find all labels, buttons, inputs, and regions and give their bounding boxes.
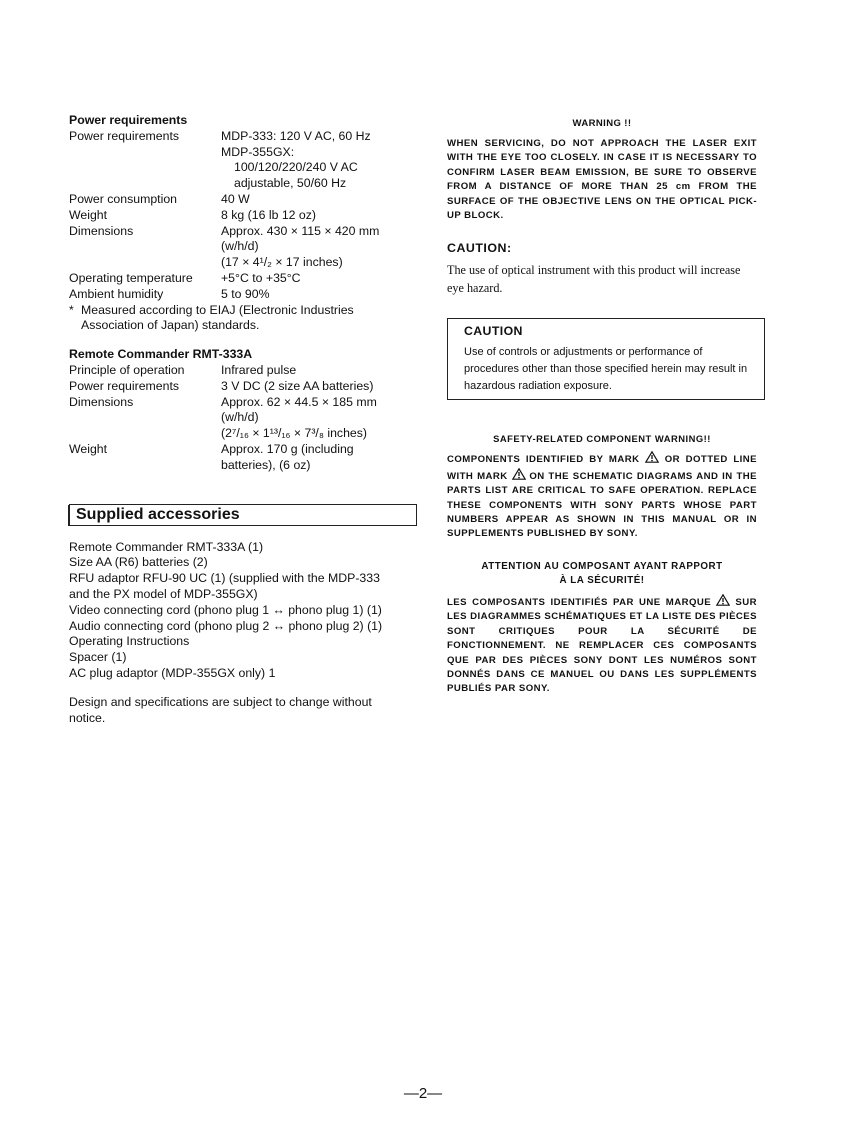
spec-value-line: (2⁷/₁₆ × 1¹³/₁₆ × 7³/₈ inches) [221,426,367,441]
caution-heading: CAUTION: [447,241,512,256]
power-consumption-row [69,192,419,208]
spec-value [221,224,419,271]
warnings-column [447,118,757,697]
list-item: Spacer (1) [69,650,127,665]
spec-label: Power requirements [69,128,180,143]
spec-value-line: 100/120/220/240 V AC [234,160,358,175]
safety-text-3: ON THE SCHEMATIC DIAGRAMS AND IN THE PARTS LIST ARE CRITICAL TO SAFE OPERATION. REPLACE THESE COMPONENTS WITH SONY PARTS WHOSE PART NUMBERS APPEAR AS SHOWN IN THIS MANUAL OR IN SUPPLEMENTS PUBLISHED BY SONY. [447,470,757,540]
dimensions-row [69,224,419,271]
attention-text-1: LES COMPOSANTS IDENTIFIÉS PAR UNE MARQUE [447,596,712,608]
disclaimer-line: Design and specifications are subject to change without [69,694,372,709]
power-heading: Power requirements [69,113,188,127]
spec-value-line: adjustable, 50/60 Hz [234,176,347,191]
footnote-text [81,303,354,335]
accessories-title-box [69,504,417,526]
remote-weight-row [69,442,419,474]
spec-value-line: Approx. 430 × 115 × 420 mm [221,223,380,238]
safety-warning-title: SAFETY-RELATED COMPONENT WARNING!! [493,433,711,445]
spec-value [221,395,419,442]
spec-label: Dimensions [69,394,134,409]
safety-text-2: OR DOTTED LINE WITH MARK [447,454,757,482]
list-item: Audio connecting cord (phono plug 2 ↔ phono plug 2) (1) [69,618,383,633]
spec-value-line: (17 × 4¹/₂ × 17 inches) [221,255,343,270]
weight-row [69,208,419,224]
footnote-line: Measured according to EIAJ (Electronic Industries [81,302,354,317]
spec-value-line: batteries), (6 oz) [221,457,311,472]
spec-value-line: MDP-333: 120 V AC, 60 Hz [221,128,371,143]
list-item: Operating Instructions [69,634,190,649]
attention-title [447,560,757,588]
specifications-column [69,113,419,726]
list-item: RFU adaptor RFU-90 UC (1) (supplied with the MDP-333 [69,571,380,586]
attention-title-line: À LA SÉCURITÉ! [559,574,645,586]
operating-temperature-row [69,271,419,287]
list-item: Size AA (R6) batteries (2) [69,555,208,570]
remote-power-row [69,379,419,395]
spec-label: Ambient humidity [69,286,164,301]
caution-triangle-icon [716,594,730,606]
spec-value: +5°C to +35°C [221,270,301,285]
disclaimer [69,695,419,727]
safety-text-1: COMPONENTS IDENTIFIED BY MARK [447,454,640,466]
caution-box-text: Use of controls or adjustments or performance of procedures other than those specified herein may result in hazardous radiation exposure. [464,346,748,393]
caution-triangle-icon [512,468,526,480]
spec-value: 3 V DC (2 size AA batteries) [221,378,374,393]
accessories-list [69,540,419,682]
spec-value-line: MDP-355GX: [221,144,295,159]
spec-value-line: Approx. 62 × 44.5 × 185 mm [221,394,377,409]
caution-triangle-icon [645,451,659,463]
attention-text-2: SUR LES DIAGRAMMES SCHÉMATIQUES ET LA LISTE DES PIÈCES SONT CRITIQUES POUR LA SÉCURITÉ DE FONCTIONNEMENT. NE REMPLACER CES COMPOSANTS QUE PAR DES PIÈCES SONY DONT LES NUMÉROS SONT DONNÉS DANS CE MANUEL OU DANS LES SUPPLÉMENTS PUBLIÉS PAR SONY. [447,596,758,695]
footnote [69,303,419,335]
principle-row [69,363,419,379]
spec-value: Infrared pulse [221,362,297,377]
footnote-marker: * [69,302,74,317]
spec-value [221,442,419,474]
power-requirements-row [69,129,419,192]
caution-box-title: CAUTION [464,324,523,339]
spec-value-line: (w/h/d) [221,239,259,254]
spec-label: Weight [69,441,108,456]
spec-value [221,129,419,192]
attention-title-line: ATTENTION AU COMPOSANT AYANT RAPPORT [481,560,723,572]
footnote-line: Association of Japan) standards. [81,318,260,333]
spec-value: 40 W [221,191,250,206]
disclaimer-line: notice. [69,710,106,725]
list-item: Video connecting cord (phono plug 1 ↔ phono plug 1) (1) [69,602,382,617]
remote-dimensions-row [69,395,419,442]
caution-text: The use of optical instrument with this product will increase eye hazard. [447,263,741,296]
warning-body: WHEN SERVICING, DO NOT APPROACH THE LASER EXIT WITH THE EYE TOO CLOSELY. IN CASE IT IS NECESSARY TO CONFIRM LASER BEAM EMISSION, BE SURE TO OBSERVE FROM A DISTANCE OF MORE THAN 25 cm FROM THE SURFACE OF THE OBJECTIVE LENS ON THE OPTICAL PICK-UP BLOCK. [447,138,757,222]
remote-heading: Remote Commander RMT-333A [69,347,253,362]
spec-label: Operating temperature [69,270,193,285]
spec-label: Dimensions [69,223,134,238]
warning-title: WARNING !! [572,118,632,129]
spec-value-line: Approx. 170 g (including [221,441,354,456]
spec-value: 8 kg (16 lb 12 oz) [221,207,317,222]
accessories-title: Supplied accessories [76,505,240,523]
spec-label: Principle of operation [69,362,185,377]
spec-value-line: (w/h/d) [221,410,259,425]
caution-box [447,318,765,400]
spec-label: Power requirements [69,378,180,393]
ambient-humidity-row [69,287,419,303]
list-item: and the PX model of MDP-355GX) [69,586,258,601]
list-item: AC plug adaptor (MDP-355GX only) 1 [69,665,276,680]
list-item: Remote Commander RMT-333A (1) [69,539,264,554]
safety-warning-body [447,451,757,541]
spec-value: 5 to 90% [221,286,270,301]
spec-label: Power consumption [69,191,177,206]
attention-body [447,594,757,697]
spec-label: Weight [69,207,108,222]
page-number: —2— [403,1085,443,1102]
